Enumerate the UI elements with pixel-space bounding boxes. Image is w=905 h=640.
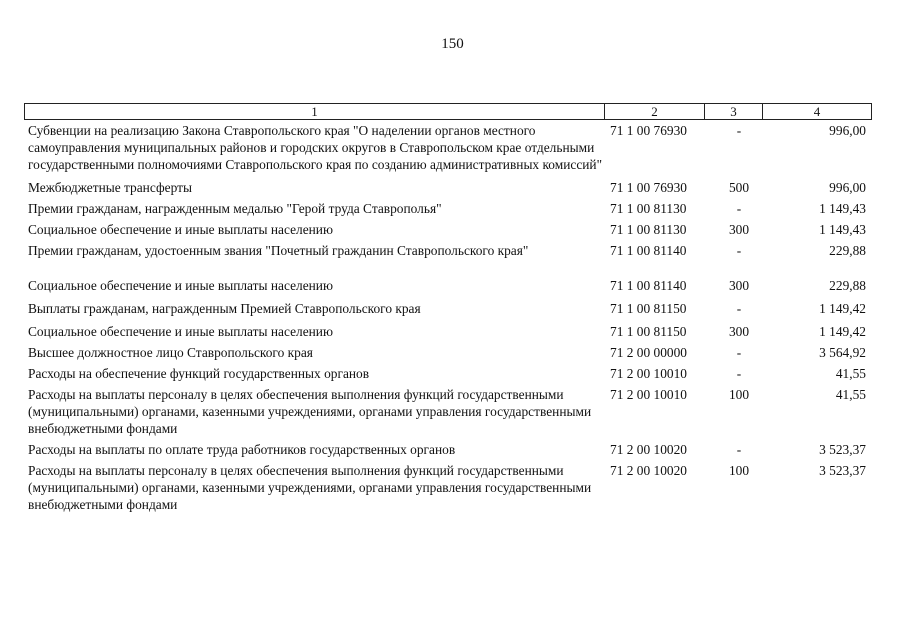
row-type: -: [736, 201, 742, 216]
row-code: 71 2 00 10020: [610, 442, 687, 457]
row-code: 71 1 00 81150: [610, 324, 687, 339]
header-col-2: 2: [605, 104, 705, 119]
table-row: [28, 462, 872, 513]
row-code: 71 1 00 76930: [610, 180, 687, 195]
row-sum: 996,00: [829, 123, 866, 138]
page-number: 150: [441, 36, 464, 52]
row-code: 71 2 00 00000: [610, 345, 687, 360]
row-sum: 3 523,37: [819, 442, 866, 457]
row-code: 71 2 00 10010: [610, 387, 687, 402]
row-name: Расходы на выплаты персоналу в целях обеспечения выполнения функций государственными (муниципальными) органами, казенными учреждениями, органами управления государственными внебюджетными фондами: [28, 387, 592, 436]
row-sum: 1 149,42: [819, 324, 866, 339]
table-row: [28, 200, 872, 217]
header-col-4: 4: [813, 104, 821, 119]
row-name: Социальное обеспечение и иные выплаты населению: [28, 222, 333, 237]
row-type: 300: [728, 222, 750, 237]
row-code: 71 1 00 81130: [610, 201, 687, 216]
table-row: [28, 344, 872, 361]
row-code: 71 1 00 81140: [610, 278, 687, 293]
row-name: Расходы на обеспечение функций государственных органов: [28, 366, 370, 381]
row-name: Выплаты гражданам, награжденным Премией Ставропольского края: [28, 301, 421, 316]
table-row: [28, 365, 872, 382]
row-code: 71 2 00 10020: [610, 463, 687, 478]
table-row: [28, 386, 872, 437]
row-name: Межбюджетные трансферты: [28, 180, 192, 195]
table-row: [28, 277, 872, 294]
row-code: 71 1 00 81130: [610, 222, 687, 237]
row-name: Премии гражданам, награжденным медалью "Герой труда Ставрополья": [28, 201, 442, 216]
row-type: -: [736, 243, 742, 258]
row-sum: 1 149,43: [819, 222, 866, 237]
table-header: [24, 103, 872, 120]
row-name: Расходы на выплаты по оплате труда работников государственных органов: [28, 442, 456, 457]
row-name: Социальное обеспечение и иные выплаты населению: [28, 278, 333, 293]
row-name: Субвенции на реализацию Закона Ставропольского края "О наделении органов местного самоуправления муниципальных районов и городских округов в Ставропольском крае отдельными государственными полномочиями Ставропольского края по созданию административных комиссий": [28, 123, 603, 172]
header-col-1: 1: [25, 104, 605, 119]
table-row: [28, 179, 872, 196]
row-sum: 996,00: [829, 180, 866, 195]
row-type: 300: [728, 324, 750, 339]
row-sum: 1 149,42: [819, 301, 866, 316]
row-type: 100: [728, 387, 750, 402]
row-sum: 41,55: [835, 366, 866, 381]
row-sum: 1 149,43: [819, 201, 866, 216]
row-type: -: [736, 442, 742, 457]
row-code: 71 2 00 10010: [610, 366, 687, 381]
row-sum: 229,88: [829, 278, 866, 293]
row-code: 71 1 00 76930: [610, 123, 687, 138]
row-sum: 3 564,92: [819, 345, 866, 360]
header-col-3: 3: [705, 104, 763, 119]
row-type: -: [736, 301, 742, 316]
row-sum: 41,55: [835, 387, 866, 402]
row-sum: 3 523,37: [819, 463, 866, 478]
table-row: [28, 323, 872, 340]
row-type: 100: [728, 463, 750, 478]
table-body: [28, 122, 872, 517]
row-name: Премии гражданам, удостоенным звания "Почетный гражданин Ставропольского края": [28, 243, 529, 258]
row-name: Высшее должностное лицо Ставропольского края: [28, 345, 313, 360]
row-type: -: [736, 345, 742, 360]
row-code: 71 1 00 81140: [610, 243, 687, 258]
table-row: [28, 300, 872, 317]
row-name: Расходы на выплаты персоналу в целях обеспечения выполнения функций государственными (муниципальными) органами, казенными учреждениями, органами управления государственными внебюджетными фондами: [28, 463, 592, 512]
row-type: 500: [728, 180, 750, 195]
row-sum: 229,88: [829, 243, 866, 258]
row-name: Социальное обеспечение и иные выплаты населению: [28, 324, 333, 339]
row-type: -: [736, 366, 742, 381]
row-type: 300: [728, 278, 750, 293]
row-type: -: [736, 123, 742, 138]
table-row: [28, 221, 872, 238]
row-code: 71 1 00 81150: [610, 301, 687, 316]
table-row: [28, 242, 872, 259]
table-row: [28, 122, 872, 173]
table-row: [28, 441, 872, 458]
